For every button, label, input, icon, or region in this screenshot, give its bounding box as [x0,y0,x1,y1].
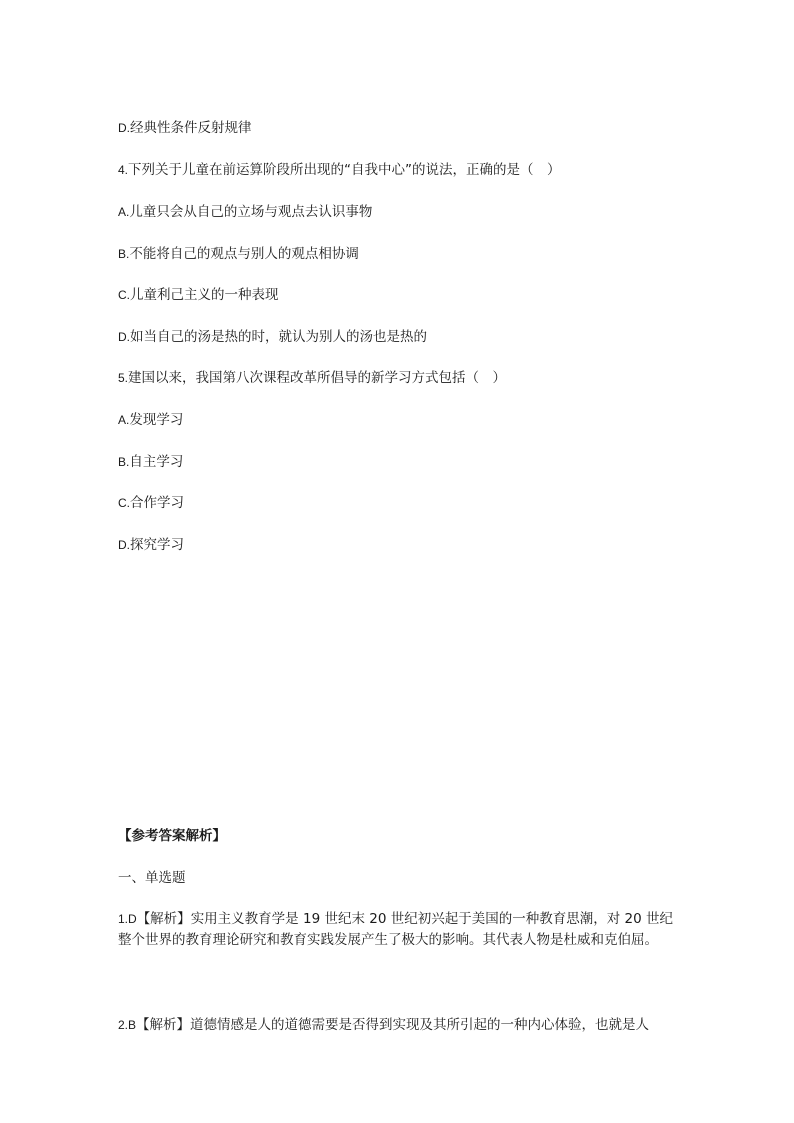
question-4-option-c [118,285,279,305]
answer-number: 1.D [118,912,137,926]
question-5-option-d [118,535,184,555]
question-4-option-a [118,202,372,222]
question-5-stem [118,368,506,388]
answer-explanation: 道德情感是人的道德需要是否得到实现及其所引起的一种内心体验，也就是人 [190,1017,650,1033]
answers-section-heading: 一、单选题 [118,870,186,886]
question-number: 4. [118,163,129,177]
option-letter: D. [118,538,130,552]
option-letter: A. [118,205,130,219]
option-text: 儿童利己主义的一种表现 [130,287,279,303]
prev-question-option-d [118,118,252,138]
option-text: 经典性条件反射规律 [130,120,252,136]
option-text: 如当自己的汤是热的时，就认为别人的汤也是热的 [130,329,427,345]
option-letter: A. [118,413,130,427]
option-letter: D. [118,330,130,344]
answers-title: 【参考答案解析】 [118,828,226,844]
question-5-option-b [118,452,183,472]
option-text: 合作学习 [130,495,184,511]
question-number: 5. [118,371,129,385]
answer-item-2 [118,1015,678,1036]
option-text: 儿童只会从自己的立场与观点去认识事物 [129,204,373,220]
option-letter: C. [118,288,130,302]
question-4-stem [118,160,561,180]
answer-tag: 【解析】 [136,911,191,927]
question-text: 下列关于儿童在前运算阶段所出现的“自我中心”的说法，正确的是（ ） [128,162,561,178]
question-text: 建国以来，我国第八次课程改革所倡导的新学习方式包括（ ） [128,370,507,386]
answer-number: 2.B [118,1018,137,1032]
option-letter: B. [118,455,130,469]
option-letter: D. [118,121,130,135]
answer-explanation: 实用主义教育学是 19 世纪末 20 世纪初兴起于美国的一种教育思潮，对 20 世纪整个世界的教育理论研究和教育实践发展产生了极大的影响。其代表人物是杜威和克伯屈。 [118,911,673,948]
answer-item-1 [118,909,678,951]
option-text: 自主学习 [129,454,184,470]
question-4-option-b [118,244,359,264]
option-letter: B. [118,247,130,261]
option-text: 探究学习 [130,537,184,553]
option-text: 不能将自己的观点与别人的观点相协调 [129,246,359,262]
question-5-option-a [118,410,183,430]
option-letter: C. [118,496,130,510]
question-5-option-c [118,493,184,513]
option-text: 发现学习 [129,412,184,428]
answer-tag: 【解析】 [136,1017,191,1033]
question-4-option-d [118,327,427,347]
